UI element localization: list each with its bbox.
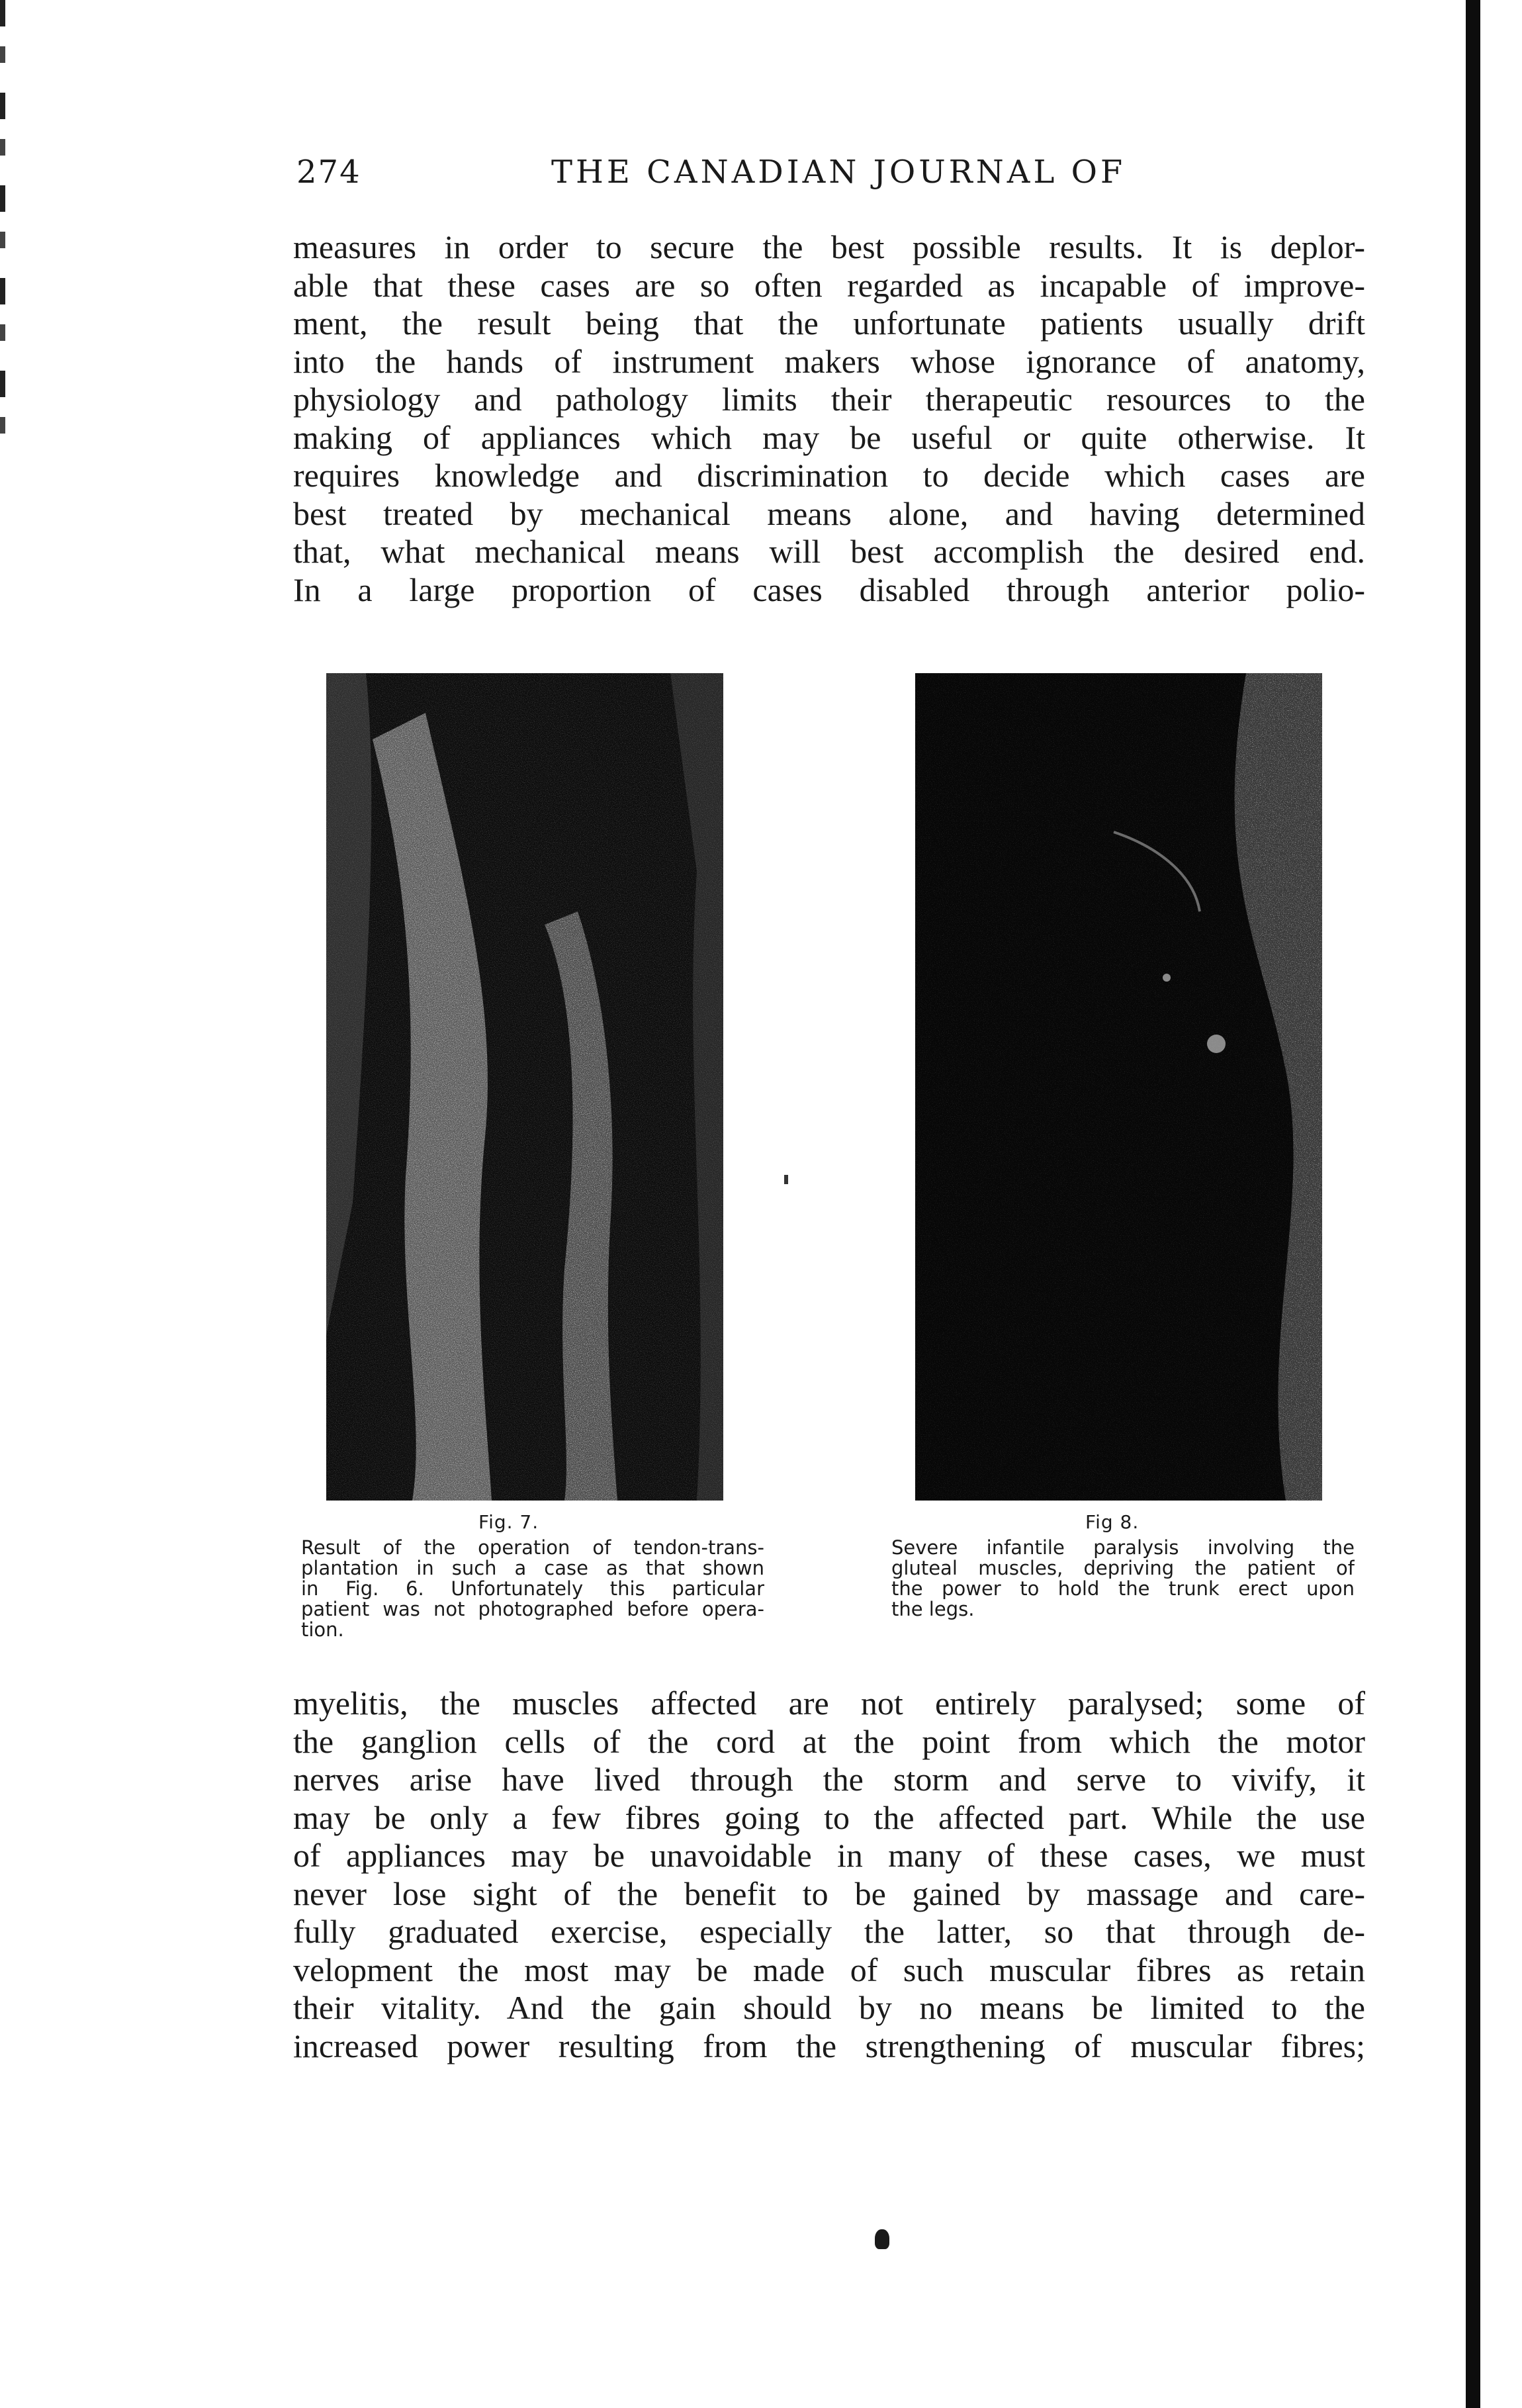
figure-7-photograph xyxy=(326,673,723,1501)
page-edge-artifact xyxy=(0,0,5,463)
text-line: that, what mechanical means will best accomplish the desired end. xyxy=(293,533,1365,570)
text-line: into the hands of instrument makers whose ignorance of anatomy, xyxy=(293,342,1365,380)
caption-line: the legs. xyxy=(891,1599,975,1620)
caption-line: gluteal muscles, depriving the patient of xyxy=(891,1558,1355,1579)
caption-line: tion. xyxy=(301,1620,344,1640)
text-line: best treated by mechanical means alone, and having determined xyxy=(293,494,1365,532)
text-line: the ganglion cells of the cord at the point from which the motor xyxy=(293,1722,1365,1760)
figure-8-label: Fig 8. xyxy=(1085,1511,1140,1533)
figure-8-caption xyxy=(891,1538,1355,1620)
paragraph-bottom xyxy=(293,1685,1365,2065)
caption-line: patient was not photographed before opera- xyxy=(301,1599,764,1620)
text-line: of appliances may be unavoidable in many of these cases, we must xyxy=(293,1837,1365,1874)
running-title: THE CANADIAN JOURNAL OF xyxy=(551,154,1126,191)
text-line: nerves arise have lived through the storm and serve to vivify, it xyxy=(293,1761,1365,1798)
paragraph-top xyxy=(293,228,1365,609)
text-line: able that these cases are so often regarded as incapable of improve- xyxy=(293,266,1365,304)
figure-7-label: Fig. 7. xyxy=(478,1511,539,1533)
text-line: increased power resulting from the strengthening of muscular fibres; xyxy=(293,2027,1365,2064)
text-line: myelitis, the muscles affected are not entirely paralysed; some of xyxy=(293,1685,1365,1722)
text-line: their vitality. And the gain should by no means be limited to the xyxy=(293,1989,1365,2026)
text-line: velopment the most may be made of such muscular fibres as retain xyxy=(293,1951,1365,1988)
figure-7-caption xyxy=(301,1538,764,1640)
caption-line: plantation in such a case as that shown xyxy=(301,1558,764,1579)
text-line: requires knowledge and discrimination to decide which cases are xyxy=(293,457,1365,494)
caption-line: Severe infantile paralysis involving the xyxy=(891,1538,1355,1558)
caption-line: the power to hold the trunk erect upon xyxy=(891,1579,1355,1599)
text-line: measures in order to secure the best possible results. It is deplor- xyxy=(293,228,1365,265)
caption-line: in Fig. 6. Unfortunately this particular xyxy=(301,1579,764,1599)
text-line: may be only a few fibres going to the affected part. While the use xyxy=(293,1798,1365,1836)
running-head xyxy=(296,154,1481,200)
text-line: making of appliances which may be useful or quite otherwise. It xyxy=(293,418,1365,456)
text-line: never lose sight of the benefit to be gained by massage and care- xyxy=(293,1875,1365,1912)
page-number: 274 xyxy=(296,154,361,191)
text-line: In a large proportion of cases disabled through anterior polio- xyxy=(293,571,1365,608)
text-line: fully graduated exercise, especially the latter, so that through de- xyxy=(293,1913,1365,1950)
caption-line: Result of the operation of tendon-trans- xyxy=(301,1538,764,1558)
figure-8-image xyxy=(915,673,1322,1501)
text-line: ment, the result being that the unfortunate patients usually drift xyxy=(293,304,1365,342)
scan-border-rule xyxy=(1466,0,1480,2408)
scan-speck xyxy=(784,1175,788,1184)
text-line: physiology and pathology limits their therapeutic resources to the xyxy=(293,381,1365,418)
ink-blot-ornament xyxy=(875,2229,889,2249)
figure-8-photograph xyxy=(915,673,1322,1501)
figure-7-image xyxy=(326,673,723,1501)
